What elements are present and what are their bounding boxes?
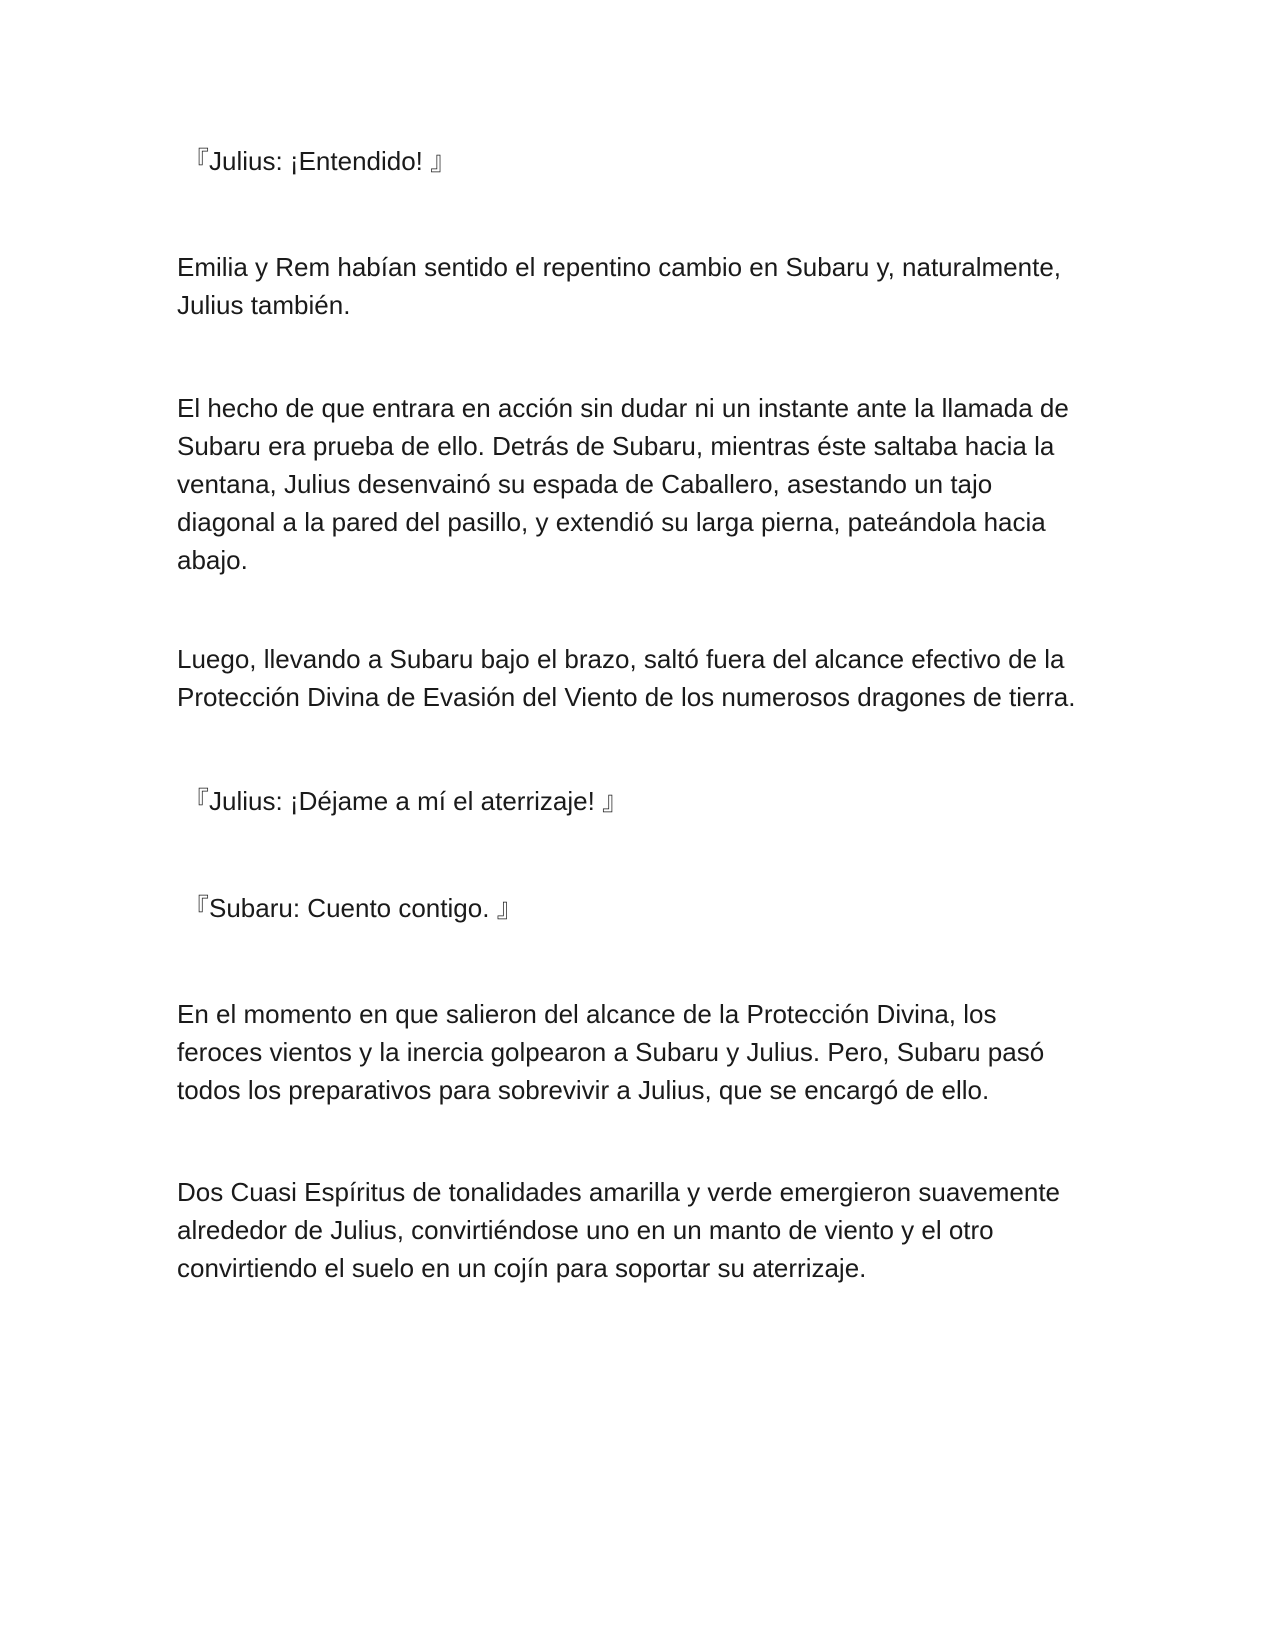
dialogue-subaru-cuento — [183, 889, 1113, 927]
text-line: 『Julius: ¡Déjame a mí el aterrizaje! 』 — [183, 786, 629, 816]
text-line: Dos Cuasi Espíritus de tonalidades amarilla y verde emergieron suavemente — [177, 1177, 1060, 1207]
paragraph-luego-llevando — [177, 640, 1107, 716]
dialogue-julius-aterrizaje — [183, 782, 1113, 820]
paragraph-momento-salieron — [177, 995, 1107, 1109]
text-line: En el momento en que salieron del alcance de la Protección Divina, los — [177, 999, 997, 1029]
text-line: diagonal a la pared del pasillo, y extendió su larga pierna, pateándola hacia — [177, 507, 1046, 537]
text-line: abajo. — [177, 545, 248, 575]
text-line: convirtiendo el suelo en un cojín para soportar su aterrizaje. — [177, 1253, 867, 1283]
text-line: alrededor de Julius, convirtiéndose uno en un manto de viento y el otro — [177, 1215, 994, 1245]
text-line: Subaru era prueba de ello. Detrás de Subaru, mientras éste saltaba hacia la — [177, 431, 1055, 461]
text-line: Protección Divina de Evasión del Viento de los numerosos dragones de tierra. — [177, 682, 1076, 712]
paragraph-emilia-rem — [177, 248, 1107, 324]
paragraph-cuasi-espiritus — [177, 1173, 1107, 1287]
text-line: Emilia y Rem habían sentido el repentino cambio en Subaru y, naturalmente, — [177, 252, 1062, 282]
text-line: 『Subaru: Cuento contigo. 』 — [183, 893, 523, 923]
text-line: todos los preparativos para sobrevivir a Julius, que se encargó de ello. — [177, 1075, 990, 1105]
paragraph-hecho-accion — [177, 389, 1107, 579]
text-line: feroces vientos y la inercia golpearon a Subaru y Julius. Pero, Subaru pasó — [177, 1037, 1045, 1067]
text-line: El hecho de que entrara en acción sin dudar ni un instante ante la llamada de — [177, 393, 1069, 423]
text-line: ventana, Julius desenvainó su espada de Caballero, asestando un tajo — [177, 469, 993, 499]
dialogue-julius-entendido — [183, 142, 1113, 180]
text-line: 『Julius: ¡Entendido! 』 — [183, 146, 457, 176]
text-line: Julius también. — [177, 290, 351, 320]
text-line: Luego, llevando a Subaru bajo el brazo, saltó fuera del alcance efectivo de la — [177, 644, 1065, 674]
